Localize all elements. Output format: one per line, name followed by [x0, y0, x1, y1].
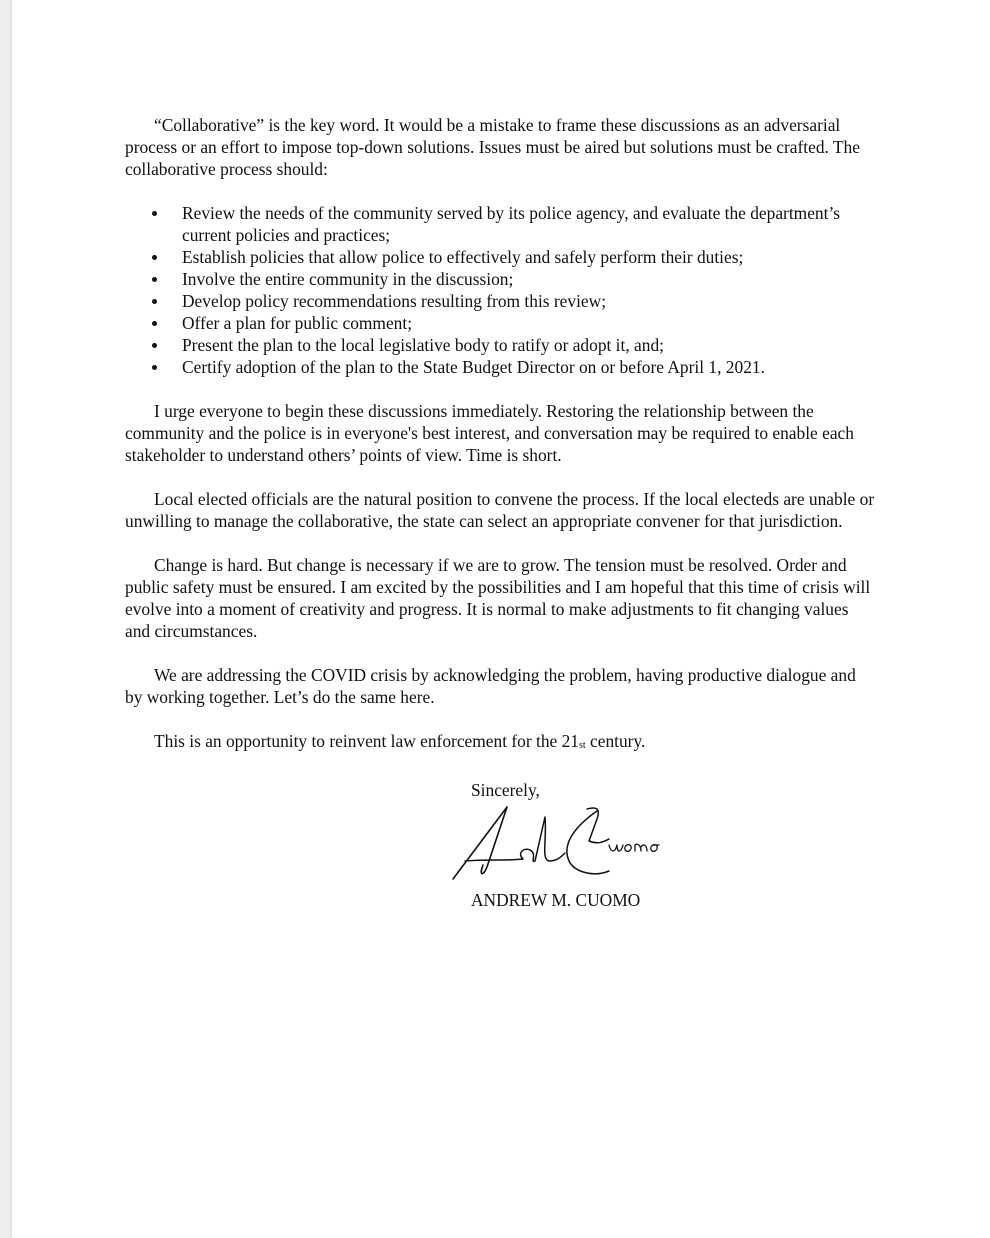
paragraph-covid: We are addressing the COVID crisis by acknowledging the problem, having productive dialogue and by working together. Let’s do the same here.: [125, 665, 856, 707]
bullet-icon: [152, 299, 157, 304]
bullet-icon: [152, 211, 157, 216]
bullet-icon: [152, 255, 157, 260]
list-item: Involve the entire community in the discussion;: [125, 268, 877, 290]
paragraph-urge: I urge everyone to begin these discussions immediately. Restoring the relationship between the community and the police is in everyone's best interest, and conversation may be required to enable each stakeholder to understand others’ points of view. Time is short.: [125, 401, 854, 465]
signature-graphic: [449, 801, 669, 885]
closing-block: [125, 779, 877, 911]
bullet-icon: [152, 321, 157, 326]
paragraph-local-officials: Local elected officials are the natural position to convene the process. If the local electeds are unable or unwilling to manage the collaborative, the state can select an appropriate convener for that jurisdiction.: [125, 489, 875, 531]
bullet-icon: [152, 343, 157, 348]
document-page: [12, 0, 990, 1238]
list-item: Present the plan to the local legislative body to ratify or adopt it, and;: [125, 334, 877, 356]
list-item: Review the needs of the community served by its police agency, and evaluate the department’s current policies and practices;: [125, 202, 877, 246]
bullet-icon: [152, 277, 157, 282]
list-item: Develop policy recommendations resulting from this review;: [125, 290, 877, 312]
list-item: Establish policies that allow police to effectively and safely perform their duties;: [125, 246, 877, 268]
signer-name: ANDREW M. CUOMO: [471, 890, 641, 910]
list-item: Offer a plan for public comment;: [125, 312, 877, 334]
list-item: Certify adoption of the plan to the State Budget Director on or before April 1, 2021.: [125, 356, 877, 378]
handwritten-signature: [449, 801, 669, 885]
paragraph-opportunity: This is an opportunity to reinvent law enforcement for the 21st century.: [154, 731, 646, 751]
letter-body: [125, 114, 877, 911]
paragraph-collaborative: “Collaborative” is the key word. It would be a mistake to frame these discussions as an adversarial process or an effort to impose top-down solutions. Issues must be aired but solutions must be crafted. The collaborative process should:: [125, 115, 860, 179]
process-steps-list: [125, 202, 877, 378]
paragraph-change: Change is hard. But change is necessary if we are to grow. The tension must be resolved. Order and public safety must be ensured. I am excited by the possibilities and I am hopeful that this time of crisis will evolve into a moment of creativity and progress. It is normal to make adjustments to fit changing values and circumstances.: [125, 555, 871, 641]
bullet-icon: [152, 365, 157, 370]
closing-salutation: Sincerely,: [471, 780, 540, 800]
